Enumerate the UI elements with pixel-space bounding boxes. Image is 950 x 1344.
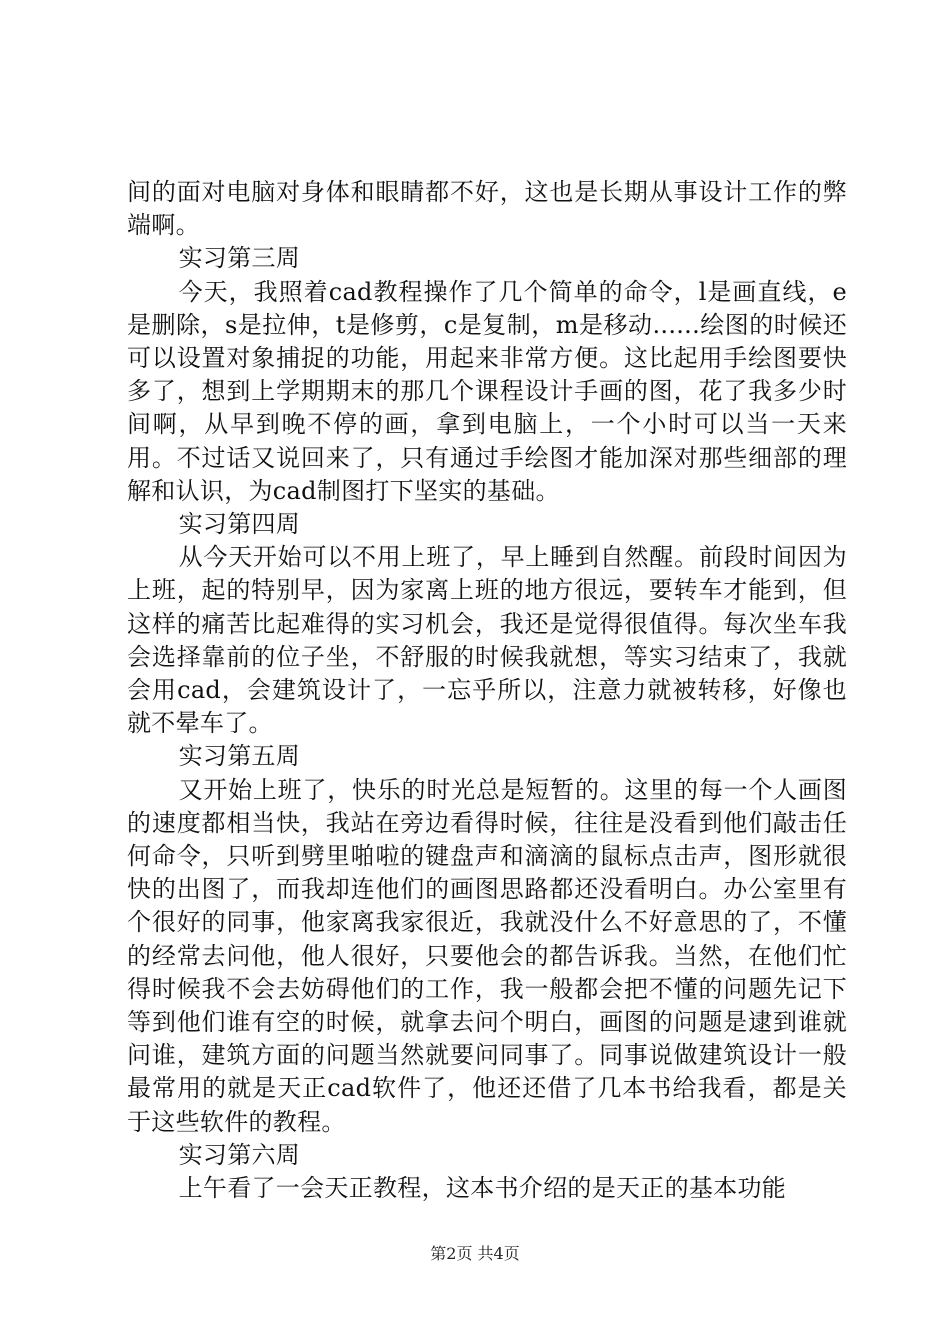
paragraph-week-5: 又开始上班了，快乐的时光总是短暂的。这里的每一个人画图的速度都相当快，我站在旁边看得时候，往往是没看到他们敲击任何命令，只听到劈里啪啦的键盘声和滴滴的鼠标点击声，图形就很快的出图了，而我却连他们的画图思路都还没看明白。办公室里有个很好的同事，他家离我家很近，我就没什么不好意思的了，不懂的经常去问他，他人很好，只要他会的都告诉我。当然，在他们忙得时候我不会去妨碍他们的工作，我一般都会把不懂的问题先记下等到他们谁有空的时候，就拿去问个明白，画图的问题是逮到谁就问谁，建筑方面的问题当然就要问同事了。同事说做建筑设计一般最常用的就是天正cad软件了，他还还借了几本书给我看，都是关于这些软件的教程。 (127, 775, 847, 1136)
paragraph-week-3: 今天，我照着cad教程操作了几个简单的命令，l是画直线，e是删除，s是拉伸，t是修剪，c是复制，m是移动......绘图的时候还可以设置对象捕捉的功能，用起来非常方便。这比起用手绘图要快多了，想到上学期期末的那几个课程设计手画的图，花了我多少时间啊，从早到晚不停的画，拿到电脑上，一个小时可以当一天来用。不过话又说回来了，只有通过手绘图才能加深对那些细部的理解和认识，为cad制图打下坚实的基础。 (127, 277, 847, 505)
body-text (127, 176, 847, 1205)
paragraph-week-4: 从今天开始可以不用上班了，早上睡到自然醒。前段时间因为上班，起的特别早，因为家离上班的地方很远，要转车才能到，但这样的痛苦比起难得的实习机会，我还是觉得很值得。每次坐车我会选择靠前的位子坐，不舒服的时候我就想，等实习结束了，我就会用cad，会建筑设计了，一忘乎所以，注意力就被转移，好像也就不晕车了。 (127, 543, 847, 738)
paragraph-week-6: 上午看了一会天正教程，这本书介绍的是天正的基本功能 (178, 1174, 787, 1203)
heading-week-6: 实习第六周 (178, 1140, 301, 1169)
heading-week-4: 实习第四周 (178, 510, 301, 539)
paragraph-continuation: 间的面对电脑对身体和眼睛都不好，这也是长期从事设计工作的弊端啊。 (127, 178, 847, 240)
heading-week-5: 实习第五周 (178, 742, 301, 771)
page-footer: 第2页 共4页 (430, 1244, 520, 1263)
heading-week-3: 实习第三周 (178, 244, 301, 273)
